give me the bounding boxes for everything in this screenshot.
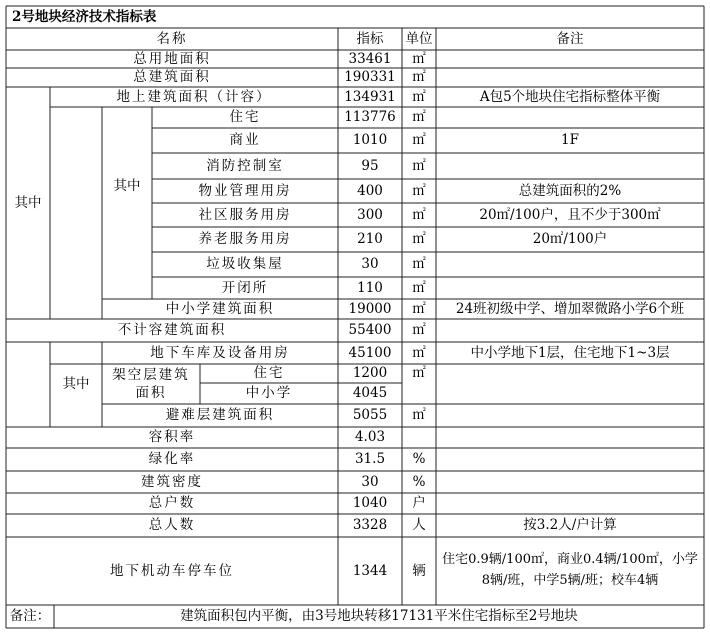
- row-switch-station-value: 110: [357, 279, 383, 296]
- row-refuge-value: 5055: [352, 407, 388, 424]
- header-remark: 备注: [556, 30, 584, 47]
- row-green-value: 31.5: [354, 451, 386, 468]
- row-density-value: 30: [361, 473, 379, 490]
- row-households-name: 总户数: [148, 495, 196, 512]
- row-non-counted-value: 55400: [348, 322, 392, 339]
- header-name: 名称: [156, 30, 188, 47]
- row-above-ground-unit: ㎡: [412, 88, 426, 105]
- footer-text: 建筑面积包内平衡，由3号地块转移17131平米住宅指标至2号地块: [180, 608, 578, 625]
- row-community-service-unit: ㎡: [412, 206, 426, 223]
- row-commercial-unit: ㎡: [412, 132, 426, 149]
- row-non-counted-unit: ㎡: [412, 322, 426, 339]
- row-underground-garage-name: 地下车库及设备用房: [150, 344, 290, 361]
- row-switch-station-unit: ㎡: [412, 279, 426, 296]
- row-above-ground-remark: A包5个地块住宅指标整体平衡: [479, 88, 661, 105]
- header-unit: 单位: [405, 30, 433, 47]
- row-parking-remark: 住宅0.9辆/100㎡，商业0.4辆/100㎡，小学8辆/班，中学5辆/班；校车4辆: [442, 552, 698, 588]
- group-of-which-inner: 其中: [113, 177, 141, 194]
- row-density-unit: %: [412, 473, 426, 490]
- row-population-remark: 按3.2人/户计算: [523, 517, 617, 534]
- row-underground-garage-unit: ㎡: [412, 344, 426, 361]
- row-community-service-value: 300: [357, 206, 383, 223]
- row-non-counted-name: 不计容建筑面积: [117, 322, 227, 339]
- row-overhead-res-value: 1200: [352, 365, 388, 382]
- row-garbage-unit: ㎡: [412, 256, 426, 273]
- row-total-floor-unit: ㎡: [412, 69, 426, 86]
- row-refuge-name: 避难层建筑面积: [165, 407, 275, 424]
- row-fire-control-unit: ㎡: [412, 157, 426, 174]
- row-commercial-remark: 1F: [561, 132, 579, 149]
- row-fire-control-value: 95: [361, 157, 379, 174]
- group-of-which-outer: 其中: [14, 194, 42, 211]
- row-total-land-name: 总用地面积: [133, 50, 211, 67]
- row-residential-unit: ㎡: [412, 109, 426, 126]
- row-overhead-res-name: 住宅: [253, 365, 285, 382]
- row-school-remark: 24班初级中学、增加翠微路小学6个班: [455, 300, 685, 317]
- row-total-floor-value: 190331: [344, 69, 396, 86]
- row-switch-station-name: 开闭所: [221, 279, 269, 296]
- row-school-value: 19000: [348, 300, 392, 317]
- row-refuge-unit: ㎡: [412, 407, 426, 424]
- row-households-unit: 户: [412, 495, 426, 512]
- row-parking-unit: 辆: [412, 562, 426, 579]
- row-households-value: 1040: [352, 495, 388, 512]
- row-community-service-name: 社区服务用房: [198, 206, 292, 223]
- row-residential-value: 113776: [344, 109, 396, 126]
- row-commercial-name: 商业: [229, 132, 261, 149]
- row-population-value: 3328: [352, 517, 388, 534]
- row-overhead-school-value: 4045: [352, 385, 388, 402]
- row-elderly-care-unit: ㎡: [412, 231, 426, 248]
- row-parking-value: 1344: [352, 562, 388, 579]
- row-total-land-value: 33461: [348, 50, 392, 67]
- row-property-mgmt-value: 400: [357, 182, 383, 199]
- row-underground-garage-remark: 中小学地下1层，住宅地下1~3层: [470, 344, 670, 361]
- row-school-name: 中小学建筑面积: [165, 300, 275, 317]
- group-of-which-noncount: 其中: [62, 376, 90, 393]
- row-overhead-res-unit: ㎡: [412, 365, 426, 382]
- row-green-name: 绿化率: [148, 451, 196, 468]
- row-above-ground-value: 134931: [344, 88, 396, 105]
- row-parking-name: 地下机动车停车位: [110, 562, 234, 579]
- row-community-service-remark: 20㎡/100户，且不少于300㎡: [479, 206, 661, 223]
- row-above-ground-name: 地上建筑面积（计容）: [116, 88, 272, 105]
- row-elderly-care-name: 养老服务用房: [198, 231, 292, 248]
- row-property-mgmt-unit: ㎡: [412, 182, 426, 199]
- row-far-name: 容积率: [148, 429, 196, 446]
- row-commercial-value: 1010: [352, 132, 388, 149]
- row-fire-control-name: 消防控制室: [206, 157, 284, 174]
- row-population-unit: 人: [412, 517, 426, 534]
- row-elderly-care-remark: 20㎡/100户: [532, 231, 608, 248]
- row-school-unit: ㎡: [412, 300, 426, 317]
- footer-label: 备注：: [9, 608, 51, 625]
- row-garbage-value: 30: [361, 256, 379, 273]
- row-property-mgmt-name: 物业管理用房: [198, 182, 292, 199]
- row-total-land-unit: ㎡: [412, 50, 426, 67]
- row-density-name: 建筑密度: [141, 473, 203, 490]
- row-overhead-school-name: 中小学: [245, 385, 293, 402]
- group-overhead-label: 架空层建筑面积: [112, 366, 190, 401]
- row-garbage-name: 垃圾收集屋: [206, 256, 284, 273]
- row-far-value: 4.03: [354, 429, 386, 446]
- row-elderly-care-value: 210: [357, 231, 383, 248]
- row-green-unit: %: [412, 451, 426, 468]
- header-value: 指标: [356, 30, 384, 47]
- row-population-name: 总人数: [148, 517, 196, 534]
- row-property-mgmt-remark: 总建筑面积的2%: [518, 182, 622, 199]
- row-total-floor-name: 总建筑面积: [133, 69, 211, 86]
- row-underground-garage-value: 45100: [348, 344, 392, 361]
- row-residential-name: 住宅: [229, 109, 261, 126]
- table-title: 2号地块经济技术指标表: [12, 8, 157, 25]
